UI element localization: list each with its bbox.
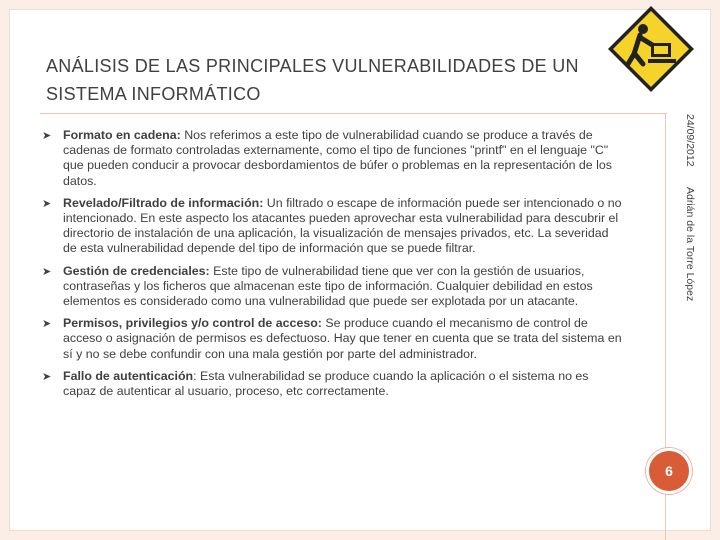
list-item: [42, 196, 622, 257]
slide-date: 24/09/2012: [684, 114, 696, 167]
bullet-term: Formato en cadena:: [63, 128, 181, 142]
arrowhead-bullet-icon: ➤: [42, 265, 52, 278]
bullet-term: Revelado/Filtrado de información:: [63, 195, 264, 210]
page-number-badge: 6: [646, 448, 692, 494]
arrowhead-bullet-icon: ➤: [42, 130, 52, 142]
construction-worker-sign-icon: [604, 2, 698, 96]
list-item: [42, 128, 622, 189]
bullet-text: Un filtrado o escape de información puede ser intencionado o no intencionado. En este aspecto los atacantes pueden aprovechar esta vulnerabilidad para descubrir el directorio de instalación de una aplicación, la visualización de mensajes privados, etc. La severidad de esta vulnerabilidad depende del tipo de información que se puede filtrar.: [63, 195, 622, 256]
list-item: [42, 264, 622, 310]
bullet-term: Gestión de credenciales:: [63, 263, 210, 278]
bullet-term: Permisos, privilegios y/o control de acceso:: [63, 316, 322, 331]
bullet-text: Este tipo de vulnerabilidad tiene que ver con la gestión de usuarios, contraseñas y los ficheros que almacenan este tipo de información. Cualquier debilidad en estos elementos es considerado como una vulnerabilidad que puede ser explotada por un atacante.: [63, 263, 593, 309]
slide-title: ANÁLISIS DE LAS PRINCIPALES VULNERABILIDADES DE UN SISTEMA INFORMÁTICO: [46, 56, 579, 104]
list-item: [42, 369, 622, 399]
arrowhead-bullet-icon: ➤: [42, 197, 52, 210]
bullet-text: Nos referimos a este tipo de vulnerabilidad cuando se produce a través de cadenas de formato controladas externamente, como el tipo de funciones "printf" en el lenguaje "C" que pueden conducir a provocar desbordamientos de búfer o problemas en la representación de los datos.: [63, 128, 612, 188]
title-divider: [40, 113, 667, 114]
arrowhead-bullet-icon: ➤: [42, 318, 52, 331]
bullet-list: [42, 128, 622, 406]
bullet-text: : Esta vulnerabilidad se produce cuando la aplicación o el sistema no es capaz de autenticar al usuario, proceso, etc correctamente.: [63, 368, 589, 399]
bullet-text: Se produce cuando el mecanismo de control de acceso o asignación de permisos es defectuoso. Hay que tener en cuenta que se trata del sistema en sí y no se debe confundir con una mala gestión por parte del administrador.: [63, 316, 622, 361]
arrowhead-bullet-icon: ➤: [42, 370, 52, 383]
bullet-term: Fallo de autenticación: [63, 368, 194, 383]
list-item: [42, 316, 622, 362]
slide-author: Adrián de la Torre López: [684, 187, 696, 302]
